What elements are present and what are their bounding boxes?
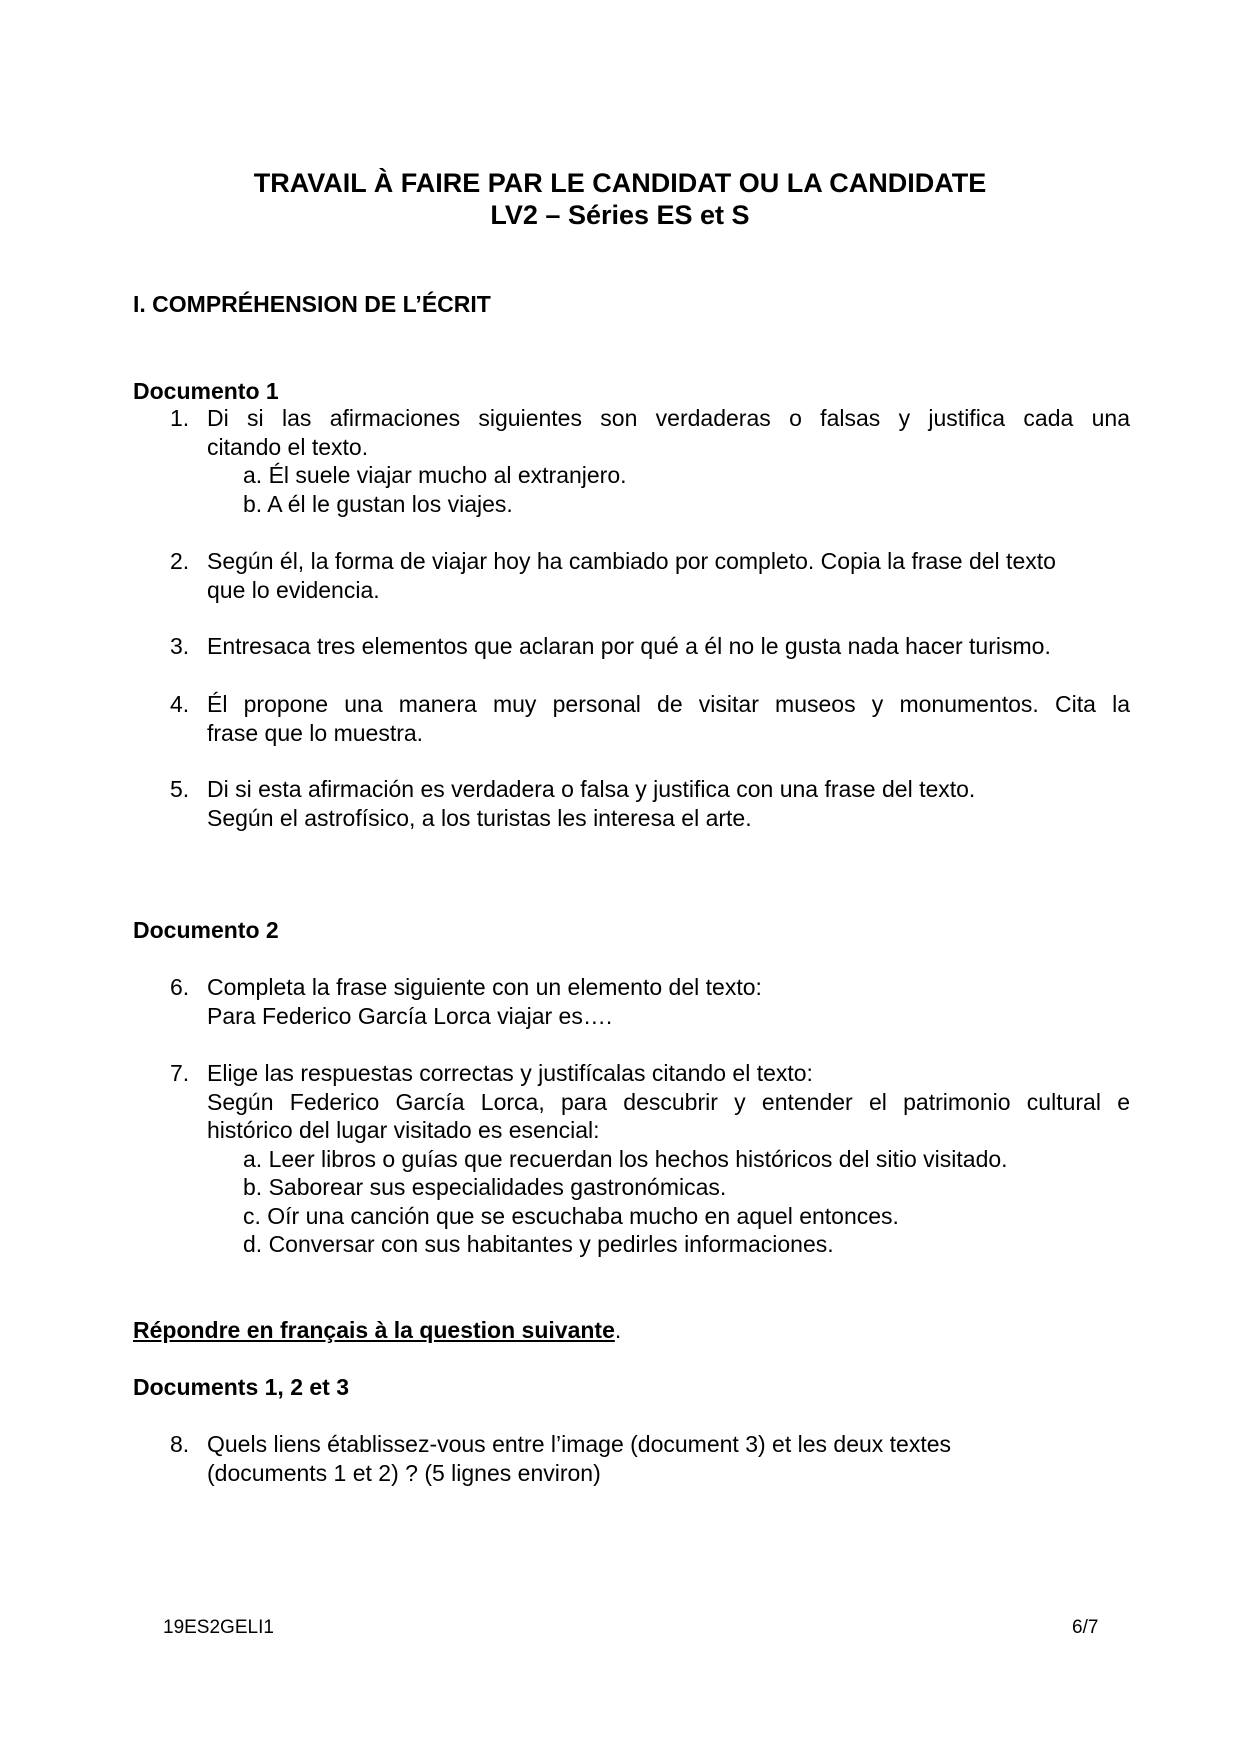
instruction-period: .: [614, 1317, 622, 1343]
question-8: [150, 1430, 1130, 1487]
doc2-heading: Documento 2: [133, 917, 279, 943]
footer-code: 19ES2GELI1: [163, 1617, 274, 1638]
question-1: [150, 404, 1130, 518]
section-title: I. COMPRÉHENSION DE L’ÉCRIT: [133, 291, 491, 317]
option-b: b. Saborear sus especialidades gastronómicas.: [243, 1174, 727, 1200]
page-subtitle: LV2 – Séries ES et S: [490, 200, 750, 230]
question-text: Él propone una manera muy personal de visitar museos y monumentos. Cita la: [207, 691, 1130, 717]
question-text: Según el astrofísico, a los turistas les interesa el arte.: [207, 804, 752, 831]
option-a: a. Él suele viajar mucho al extranjero.: [243, 462, 627, 488]
question-text: Elige las respuestas correctas y justifícalas citando el texto:: [207, 1060, 813, 1086]
doc1-heading: Documento 1: [133, 378, 279, 404]
doc123-heading: Documents 1, 2 et 3: [133, 1374, 350, 1400]
question-6: [150, 973, 1130, 1030]
question-text: Di si las afirmaciones siguientes son verdaderas o falsas y justifica cada una: [207, 405, 1130, 431]
question-7: [150, 1059, 1130, 1259]
instruction-text: Répondre en français à la question suivante: [133, 1317, 615, 1343]
question-2: [150, 547, 1130, 604]
question-text: que lo evidencia.: [207, 576, 380, 603]
page-title: TRAVAIL À FAIRE PAR LE CANDIDAT OU LA CANDIDATE: [253, 168, 987, 198]
page-number: 6/7: [1072, 1617, 1099, 1638]
question-text: Según Federico García Lorca, para descubrir y entender el patrimonio cultural e: [207, 1088, 1130, 1115]
question-text: Quels liens établissez-vous entre l’image (document 3) et les deux textes: [207, 1431, 952, 1457]
instruction: [133, 1317, 621, 1344]
question-3: [150, 632, 1130, 661]
option-d: d. Conversar con sus habitantes y pedirles informaciones.: [243, 1231, 834, 1257]
question-text: histórico del lugar visitado es esencial:: [207, 1117, 600, 1143]
question-number: 3.: [170, 633, 190, 659]
option-b: b. A él le gustan los viajes.: [243, 490, 513, 517]
option-a: a. Leer libros o guías que recuerdan los hechos históricos del sitio visitado.: [243, 1145, 1008, 1172]
question-text: Entresaca tres elementos que aclaran por qué a él no le gusta nada hacer turismo.: [207, 633, 1051, 659]
question-4: [150, 690, 1130, 747]
question-5: [150, 775, 1130, 832]
question-text: Completa la frase siguiente con un elemento del texto:: [207, 974, 762, 1000]
question-text: citando el texto.: [207, 433, 369, 460]
question-number: 4.: [170, 691, 190, 717]
question-text: frase que lo muestra.: [207, 719, 424, 746]
question-number: 6.: [170, 974, 190, 1000]
question-number: 5.: [170, 776, 190, 802]
question-number: 7.: [170, 1060, 190, 1086]
question-text: Para Federico García Lorca viajar es….: [207, 1002, 613, 1029]
option-c: c. Oír una canción que se escuchaba mucho en aquel entonces.: [243, 1202, 899, 1229]
question-text: Según él, la forma de viajar hoy ha cambiado por completo. Copia la frase del texto: [207, 548, 1056, 574]
question-text: Di si esta afirmación es verdadera o falsa y justifica con una frase del texto.: [207, 776, 976, 802]
question-number: 1.: [170, 405, 190, 431]
question-number: 2.: [170, 548, 190, 574]
question-number: 8.: [170, 1431, 190, 1457]
question-text: (documents 1 et 2) ? (5 lignes environ): [207, 1459, 601, 1486]
